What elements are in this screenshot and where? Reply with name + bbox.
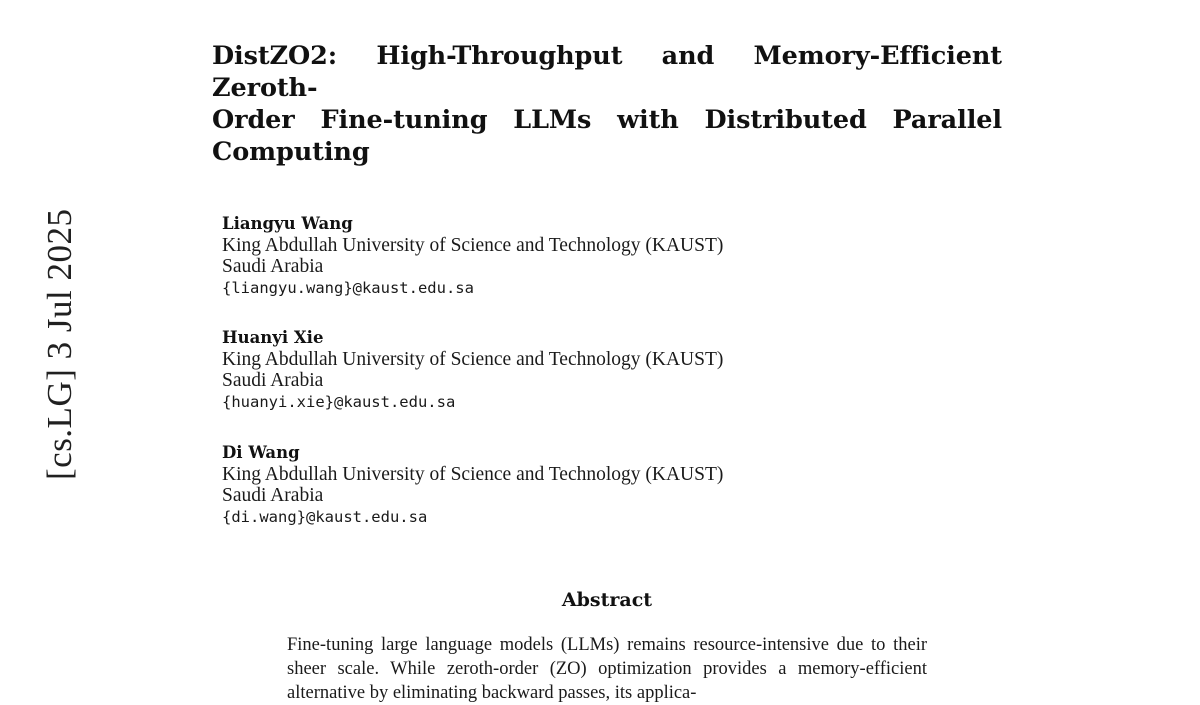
author-name: Liangyu Wang [222,213,353,233]
author-country: Saudi Arabia [222,255,324,277]
title-line-2: Order Fine-tuning LLMs with Distributed Parallel Computing [212,105,1002,168]
author-email: {di.wang}@kaust.edu.sa [222,508,428,527]
author-block [212,442,1002,530]
arxiv-identifier-stamp: [cs.LG] 3 Jul 2025 [40,208,79,480]
author-affiliation: King Abdullah University of Science and Technology (KAUST) [222,349,724,371]
author-affiliation: King Abdullah University of Science and Technology (KAUST) [222,463,724,485]
author-country: Saudi Arabia [222,485,324,507]
page-title [212,40,1002,169]
paper-content [212,40,1002,705]
author-affiliation: King Abdullah University of Science and Technology (KAUST) [222,234,724,256]
abstract-section [212,589,1002,705]
abstract-heading: Abstract [561,589,653,612]
author-block [212,213,1002,301]
author-name: Huanyi Xie [222,328,324,348]
author-name: Di Wang [222,442,300,462]
author-email: {huanyi.xie}@kaust.edu.sa [222,393,456,412]
author-email: {liangyu.wang}@kaust.edu.sa [222,278,474,297]
abstract-text: Fine-tuning large language models (LLMs) remains resource-intensive due to their sheer scale. While zeroth-order (ZO) optimization provides a memory-efficient alternative by eliminating backward passes, its applica- [287,635,927,704]
author-list [212,213,1002,530]
title-line-1: DistZO2: High-Throughput and Memory-Efficient Zeroth- [212,41,1002,104]
author-country: Saudi Arabia [222,370,324,392]
author-block [212,327,1002,415]
